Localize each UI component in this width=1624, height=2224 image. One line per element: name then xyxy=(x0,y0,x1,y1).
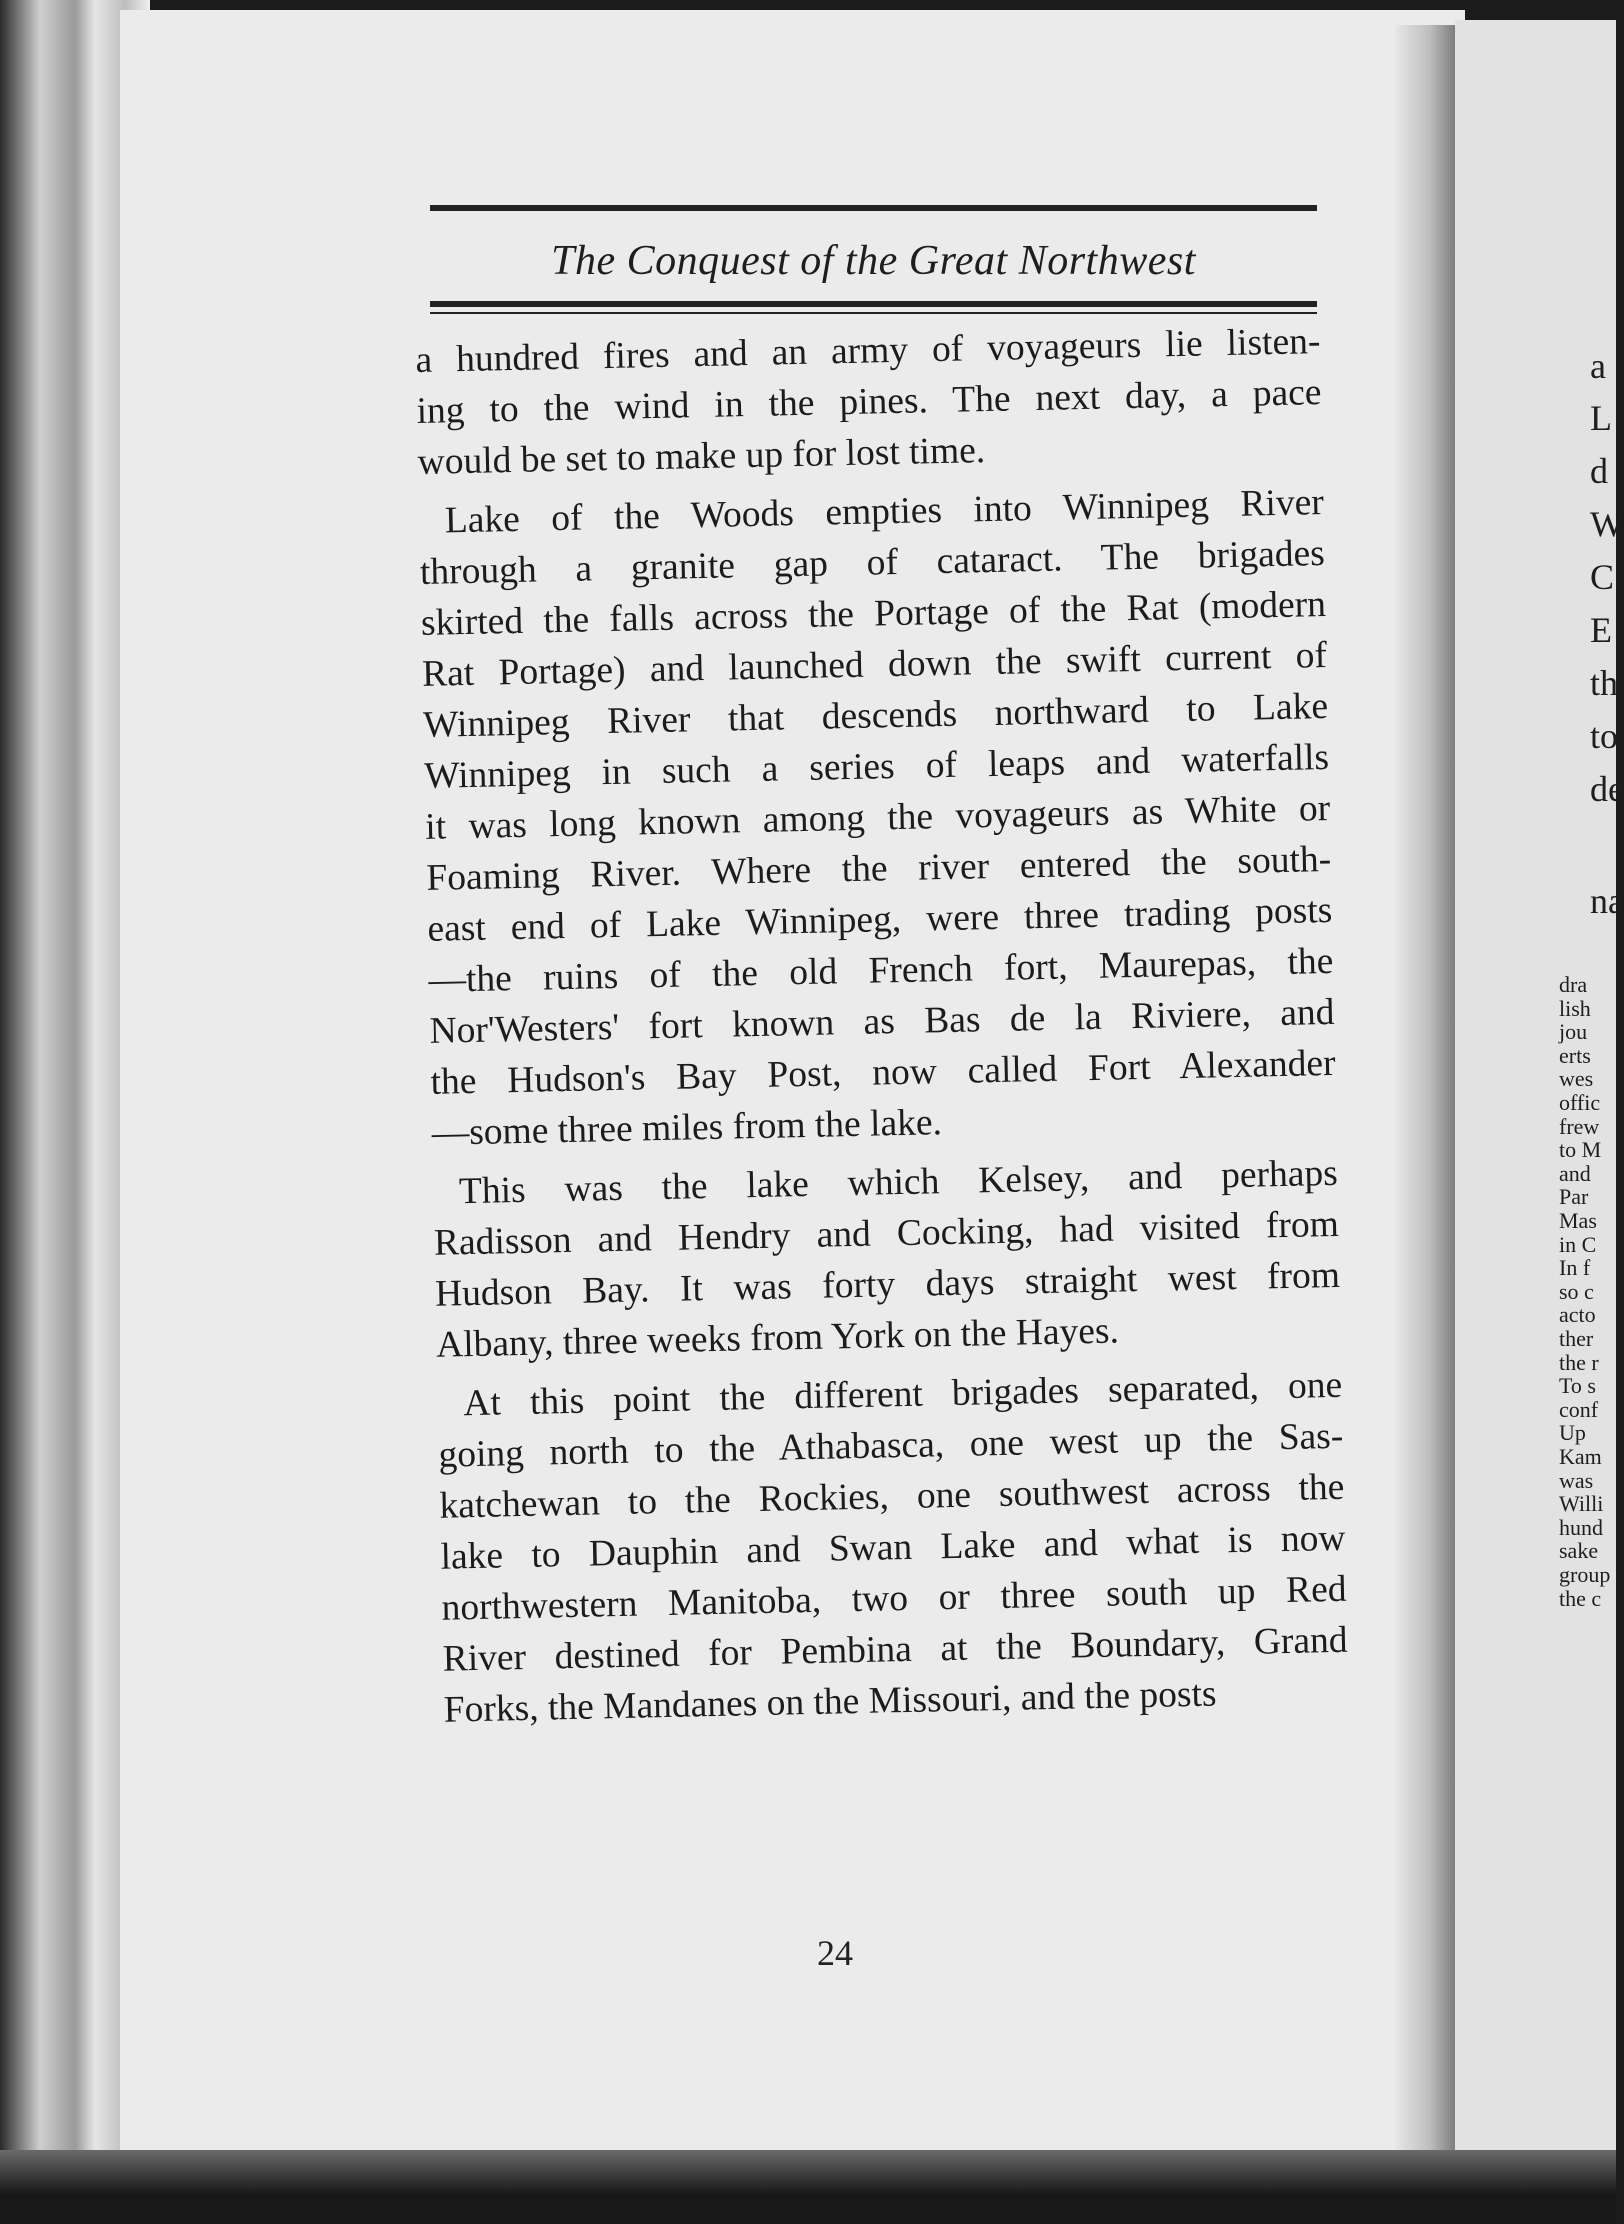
facing-page-footnote-fragment: ther xyxy=(1559,1326,1594,1351)
facing-page-footnote-fragment: In f xyxy=(1559,1255,1591,1281)
text-line: Foaming River. Where the river entered the south- xyxy=(425,838,1332,899)
facing-page-footnote-fragment: wes xyxy=(1559,1066,1594,1092)
page-header xyxy=(430,205,1317,314)
text-line: River destined for Pembina at the Boundary, Grand xyxy=(442,1619,1348,1680)
text-line: through a granite gap of cataract. The brigades xyxy=(419,532,1326,593)
facing-page-footnote-fragment: jou xyxy=(1559,1019,1588,1045)
facing-page xyxy=(1455,20,1624,2170)
paragraph xyxy=(418,477,1337,1159)
facing-page-fragment: E xyxy=(1590,610,1612,650)
facing-page-fragment: a xyxy=(1590,346,1606,386)
text-line: —the ruins of the old French fort, Maurepas, the xyxy=(428,940,1334,1001)
text-line: skirted the falls across the Portage of the Rat (modern xyxy=(420,583,1327,644)
facing-page-footnote-fragment: Willi xyxy=(1559,1491,1604,1517)
facing-page-footnote-fragment: Kam xyxy=(1559,1444,1602,1469)
facing-page-footnote-fragment: conf xyxy=(1559,1396,1599,1422)
text-line: Albany, three weeks from York on the Hayes. xyxy=(435,1310,1120,1366)
body-text xyxy=(415,316,1349,1736)
facing-page-footnote-fragment: hund xyxy=(1559,1514,1603,1540)
text-line: would be set to make up for lost time. xyxy=(417,430,986,483)
facing-page-footnote-fragment: frew xyxy=(1559,1113,1600,1139)
facing-page-fragment: L xyxy=(1590,398,1612,438)
facing-page-footnote-fragment: dra xyxy=(1559,972,1588,997)
facing-page-fragment: W xyxy=(1590,504,1624,544)
text-line: Lake of the Woods empties into Winnipeg River xyxy=(444,482,1325,542)
header-double-rule xyxy=(430,301,1317,314)
facing-page-footnote-fragment: to M xyxy=(1559,1137,1602,1163)
facing-page-fragment: de xyxy=(1590,769,1624,809)
text-line: This was the lake which Kelsey, and perhaps xyxy=(458,1152,1339,1213)
text-line: Nor'Westers' fort known as Bas de la Riviere, and xyxy=(429,991,1335,1052)
facing-page-footnote-fragment: To s xyxy=(1559,1373,1596,1399)
text-line: northwestern Manitoba, two or three south up Red xyxy=(441,1568,1347,1629)
text-line: Rat Portage) and launched down the swift current of xyxy=(421,634,1328,695)
facing-page-footnote-fragment: the r xyxy=(1559,1349,1599,1375)
facing-page-footnote-fragment: and xyxy=(1559,1160,1591,1186)
text-line: east end of Lake Winnipeg, were three trading posts xyxy=(427,889,1333,950)
facing-page-fragment: C xyxy=(1590,557,1615,597)
facing-page-footnote-fragment: in C xyxy=(1559,1231,1597,1257)
facing-page-footnote-fragment: the c xyxy=(1559,1585,1602,1611)
text-line: a hundred fires and an army of voyageurs lie listen- xyxy=(415,321,1321,381)
text-line: katchewan to the Rockies, one southwest across the xyxy=(439,1466,1345,1527)
text-line: Forks, the Mandanes on the Missouri, and the posts xyxy=(443,1673,1217,1731)
facing-page-footnote-fragment: acto xyxy=(1559,1302,1596,1328)
facing-page-footnote-fragment: so c xyxy=(1559,1278,1594,1304)
text-line: it was long known among the voyageurs as White or xyxy=(424,787,1331,848)
text-line: Winnipeg in such a series of leaps and waterfalls xyxy=(423,736,1330,797)
paragraph xyxy=(415,316,1323,488)
text-line: Radisson and Hendry and Cocking, had visited from xyxy=(433,1203,1340,1264)
facing-page-footnote-fragment: group xyxy=(1559,1562,1611,1587)
facing-page-footnote-fragment: was xyxy=(1559,1467,1594,1493)
page-bottom-shadow xyxy=(0,2150,1616,2224)
facing-page-footnote-fragment: Up xyxy=(1559,1420,1586,1446)
text-line: ing to the wind in the pines. The next day, a pace xyxy=(416,372,1322,432)
facing-page-footnote-fragment: erts xyxy=(1559,1042,1591,1068)
text-line: —some three miles from the lake. xyxy=(431,1102,943,1154)
facing-page-footnote-fragment: Mas xyxy=(1559,1208,1597,1233)
facing-page-fragment: th xyxy=(1590,663,1619,703)
facing-page-footnote-fragment: sake xyxy=(1559,1538,1599,1564)
facing-page-footnote-fragment: offic xyxy=(1559,1090,1601,1115)
paragraph xyxy=(437,1360,1349,1736)
text-line: Hudson Bay. It was forty days straight west from xyxy=(434,1254,1341,1315)
paragraph xyxy=(432,1148,1341,1371)
text-line: Winnipeg River that descends northward to Lake xyxy=(422,685,1329,746)
text-line: At this point the different brigades separated, one xyxy=(462,1364,1343,1425)
text-line: going north to the Athabasca, one west up the Sas- xyxy=(438,1415,1344,1476)
facing-page-fragment: to xyxy=(1590,716,1619,756)
running-head: The Conquest of the Great Northwest xyxy=(551,238,1196,284)
page-number: 24 xyxy=(817,1933,853,1973)
text-line: lake to Dauphin and Swan Lake and what is now xyxy=(440,1517,1346,1578)
text-line: the Hudson's Bay Post, now called Fort Alexander xyxy=(430,1042,1336,1103)
facing-page-footnote-fragment: lish xyxy=(1559,995,1591,1021)
facing-page-fragment: d xyxy=(1590,451,1608,491)
facing-page-footnote-fragment: Par xyxy=(1559,1184,1589,1210)
facing-page-fragment: na xyxy=(1590,881,1624,921)
